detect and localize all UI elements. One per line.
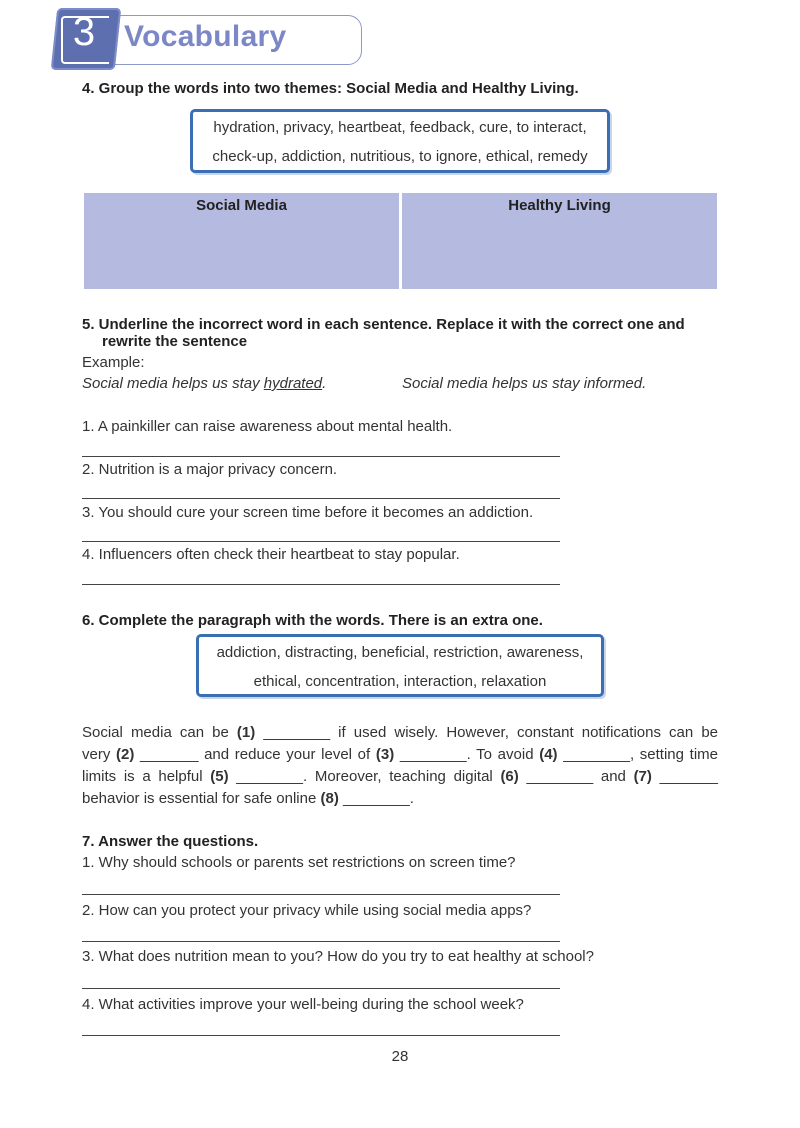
exercise-6-heading: 6. Complete the paragraph with the words. There is an extra one. xyxy=(82,612,543,629)
ex7-item-4: 4. What activities improve your well-being during the school week? xyxy=(82,996,524,1013)
unit-number: 3 xyxy=(72,10,96,54)
gap-number: (1) xyxy=(236,724,256,741)
cloze-paragraph xyxy=(82,722,718,810)
healthy-living-column[interactable] xyxy=(402,193,717,289)
answer-line[interactable] xyxy=(82,498,560,499)
gap-number: (3) xyxy=(375,746,395,763)
paragraph-line-4 xyxy=(82,788,718,810)
gap-number: (8) xyxy=(320,790,339,807)
social-media-column[interactable] xyxy=(84,193,399,289)
text: limits is a helpful xyxy=(82,768,211,785)
ex7-item-3: 3. What does nutrition mean to you? How do you try to eat healthy at school? xyxy=(82,948,594,965)
text: very xyxy=(82,746,117,763)
ex5-item-4: 4. Influencers often check their heartbeat to stay popular. xyxy=(82,546,460,563)
exercise-5-heading-cont: rewrite the sentence xyxy=(102,333,248,350)
answer-line[interactable] xyxy=(82,988,560,989)
exercise-4-heading: 4. Group the words into two themes: Social Media and Healthy Living. xyxy=(82,80,579,97)
example-text: Social media helps us stay xyxy=(82,375,264,392)
example-sentence xyxy=(82,375,326,392)
answer-line[interactable] xyxy=(82,541,560,542)
gap-text[interactable]: ________ if used wisely. However, constant notifications can be xyxy=(255,724,718,741)
paragraph-line-2 xyxy=(82,744,718,766)
example-answer: Social media helps us stay informed. xyxy=(402,375,647,392)
gap-number: (4) xyxy=(539,746,558,763)
exercise-5-heading: 5. Underline the incorrect word in each sentence. Replace it with the correct one and xyxy=(82,316,685,333)
text: Social media can be xyxy=(82,724,237,741)
gap-number: (6) xyxy=(500,768,519,785)
word-box-line-1: addiction, distracting, beneficial, restriction, awareness, xyxy=(216,644,584,661)
ex7-item-1: 1. Why should schools or parents set restrictions on screen time? xyxy=(82,854,516,871)
page-number: 28 xyxy=(391,1048,409,1065)
ex5-item-1: 1. A painkiller can raise awareness about mental health. xyxy=(82,418,453,435)
gap-text[interactable]: ________ and xyxy=(518,768,634,785)
answer-line[interactable] xyxy=(82,456,560,457)
word-box-line-1: hydration, privacy, heartbeat, feedback, cure, to interact, xyxy=(213,119,587,136)
gap-text[interactable]: _______ xyxy=(651,768,718,785)
example-label: Example: xyxy=(82,354,145,371)
word-box-line-2: check-up, addiction, nutritious, to ignore, ethical, remedy xyxy=(212,148,588,165)
answer-line[interactable] xyxy=(82,941,560,942)
example-period: . xyxy=(322,375,327,392)
exercise-4-word-box xyxy=(190,109,610,173)
paragraph-line-3 xyxy=(82,766,718,788)
ex5-item-3: 3. You should cure your screen time before it becomes an addiction. xyxy=(82,504,534,521)
page-title: Vocabulary xyxy=(124,20,287,53)
paragraph-line-1 xyxy=(82,722,718,744)
gap-text[interactable]: ________. To avoid xyxy=(394,746,540,763)
column-header-healthy-living: Healthy Living xyxy=(508,197,611,214)
answer-line[interactable] xyxy=(82,584,560,585)
column-header-social-media: Social Media xyxy=(196,197,287,214)
ex5-item-2: 2. Nutrition is a major privacy concern. xyxy=(82,461,338,478)
answer-line[interactable] xyxy=(82,894,560,895)
gap-number: (5) xyxy=(210,768,229,785)
gap-text[interactable]: ________, setting time xyxy=(557,746,718,763)
gap-text[interactable]: ________. Moreover, teaching digital xyxy=(228,768,501,785)
exercise-6-word-box xyxy=(196,634,604,697)
gap-number: (2) xyxy=(116,746,135,763)
gap-text[interactable]: ________. xyxy=(338,790,414,807)
gap-text[interactable]: _______ and reduce your level of xyxy=(134,746,376,763)
example-underlined-word: hydrated xyxy=(263,375,323,392)
answer-line[interactable] xyxy=(82,1035,560,1036)
text: behavior is essential for safe online xyxy=(82,790,321,807)
ex7-item-2: 2. How can you protect your privacy while using social media apps? xyxy=(82,902,532,919)
exercise-7-heading: 7. Answer the questions. xyxy=(82,833,259,850)
word-box-line-2: ethical, concentration, interaction, relaxation xyxy=(253,673,547,690)
gap-number: (7) xyxy=(633,768,652,785)
